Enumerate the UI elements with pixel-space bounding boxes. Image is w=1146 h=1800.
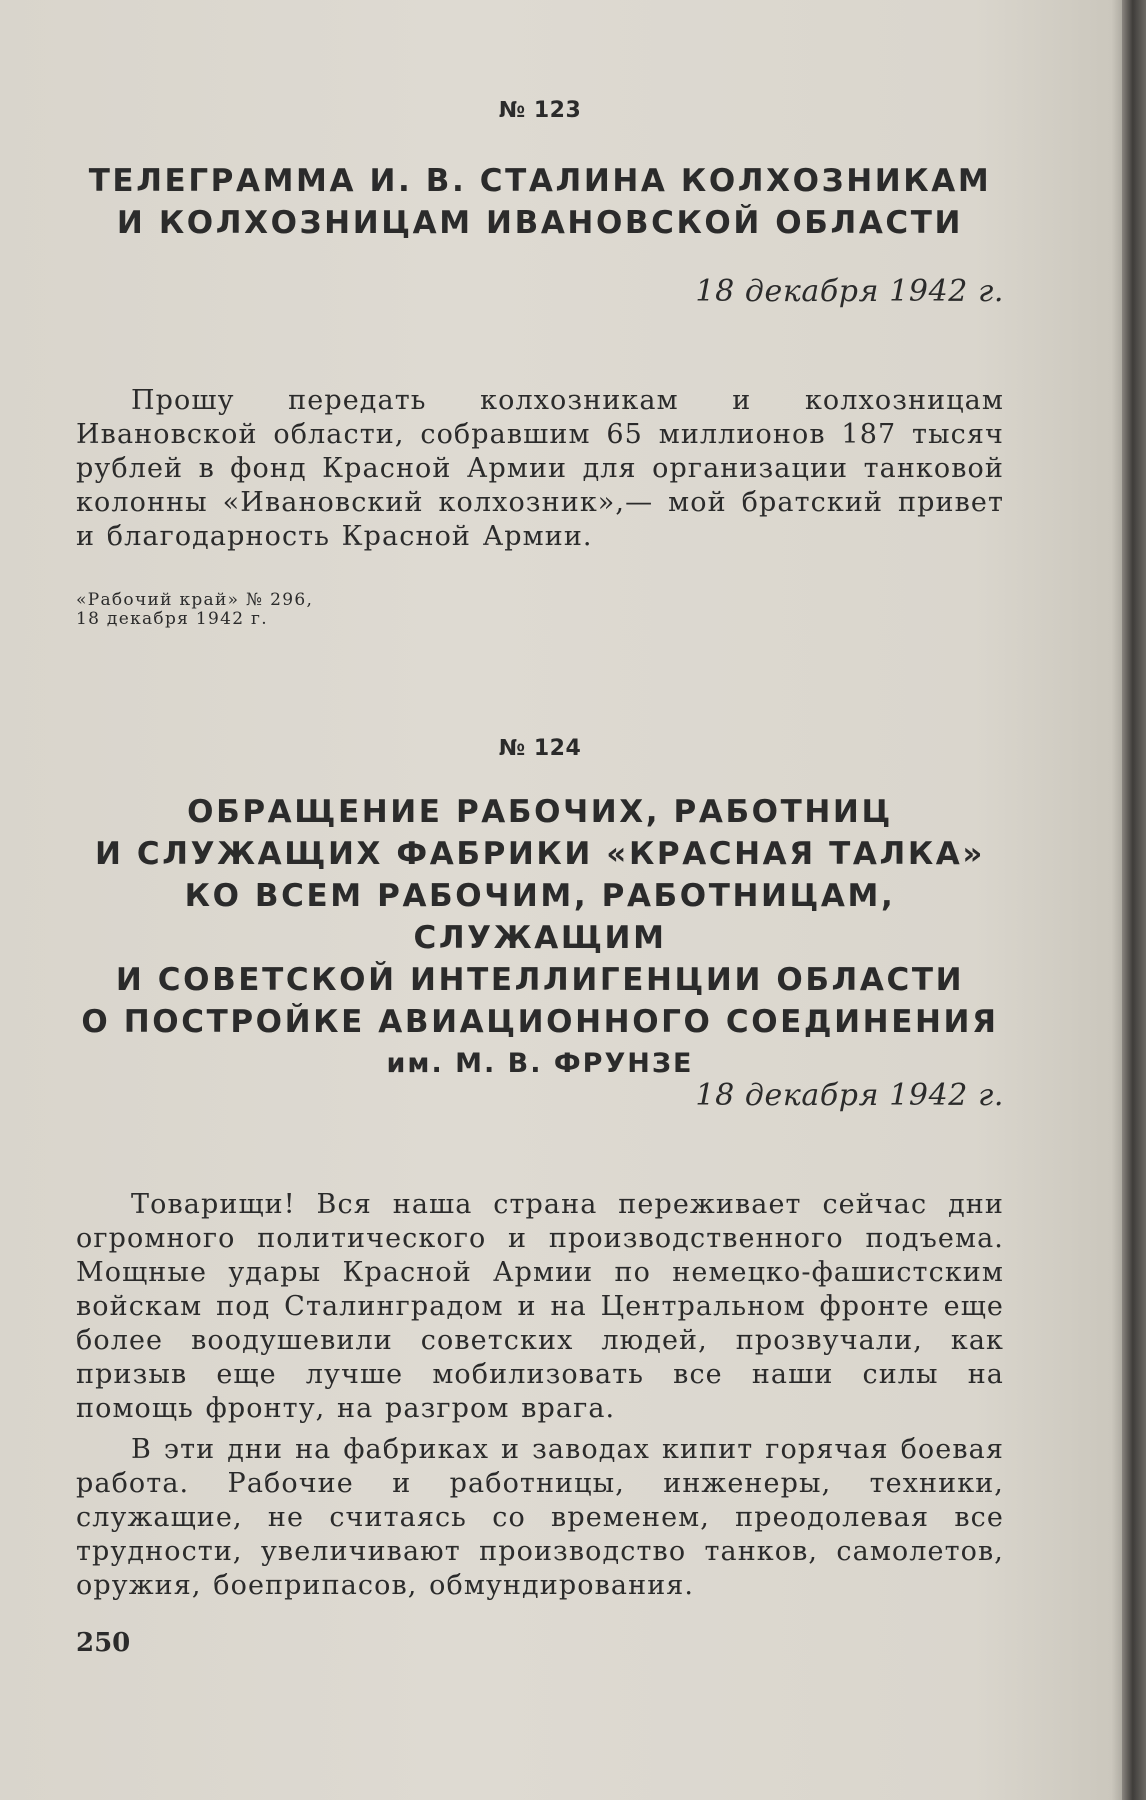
page-content: [76, 0, 1004, 1800]
title-line: ОБРАЩЕНИЕ РАБОЧИХ, РАБОТНИЦ: [187, 794, 893, 830]
document-body-paragraph: Товарищи! Вся наша страна переживает сейчас дни огромного политического и производственного подъема. Мощные удары Красной Армии по немецко-фашистским войскам под Сталинградом и на Центральном фронте еще более воодушевили советских людей, прозвучали, как призыв еще лучше мобилизовать все наши силы на помощь фронту, на разгром врага.: [76, 1189, 1004, 1424]
title-line: И СОВЕТСКОЙ ИНТЕЛЛИГЕНЦИИ ОБЛАСТИ: [115, 962, 965, 998]
document-body-paragraph: Прошу передать колхозникам и колхозницам Ивановской области, собравшим 65 миллионов 187 тысяч рублей в фонд Красной Армии для организации танковой колонны «Ивановский колхозник»,— мой братский привет и благодарность Красной Армии.: [76, 385, 1004, 552]
document-date-124: 18 декабря 1942 г.: [695, 1078, 1004, 1113]
title-line: КО ВСЕМ РАБОЧИМ, РАБОТНИЦАМ, СЛУЖАЩИМ: [184, 878, 896, 956]
book-spine-shadow: [1122, 0, 1146, 1800]
source-citation-123: [76, 591, 313, 629]
title-line: И СЛУЖАЩИХ ФАБРИКИ «КРАСНАЯ ТАЛКА»: [95, 836, 985, 872]
document-title-123: [76, 160, 1004, 244]
page-number: 250: [76, 1628, 131, 1658]
document-number-124: № 124: [498, 736, 582, 761]
source-line: 18 декабря 1942 г.: [76, 609, 268, 629]
document-number-123: № 123: [498, 98, 582, 123]
title-line: О ПОСТРОЙКЕ АВИАЦИОННОГО СОЕДИНЕНИЯ: [81, 1004, 999, 1040]
source-line: «Рабочий край» № 296,: [76, 590, 314, 610]
document-date-123: 18 декабря 1942 г.: [695, 274, 1004, 309]
title-line: И КОЛХОЗНИЦАМ ИВАНОВСКОЙ ОБЛАСТИ: [116, 205, 964, 241]
document-body-paragraph: В эти дни на фабриках и заводах кипит горячая боевая работа. Рабочие и работницы, инженеры, техники, служащие, не считаясь со временем, преодолевая все трудности, увеличивают производство танков, самолетов, оружия, боеприпасов, обмундирования.: [76, 1434, 1004, 1601]
document-title-124: [76, 791, 1004, 1085]
title-line: ТЕЛЕГРАММА И. В. СТАЛИНА КОЛХОЗНИКАМ: [88, 163, 992, 199]
title-line: им. М. В. ФРУНЗЕ: [386, 1048, 694, 1079]
